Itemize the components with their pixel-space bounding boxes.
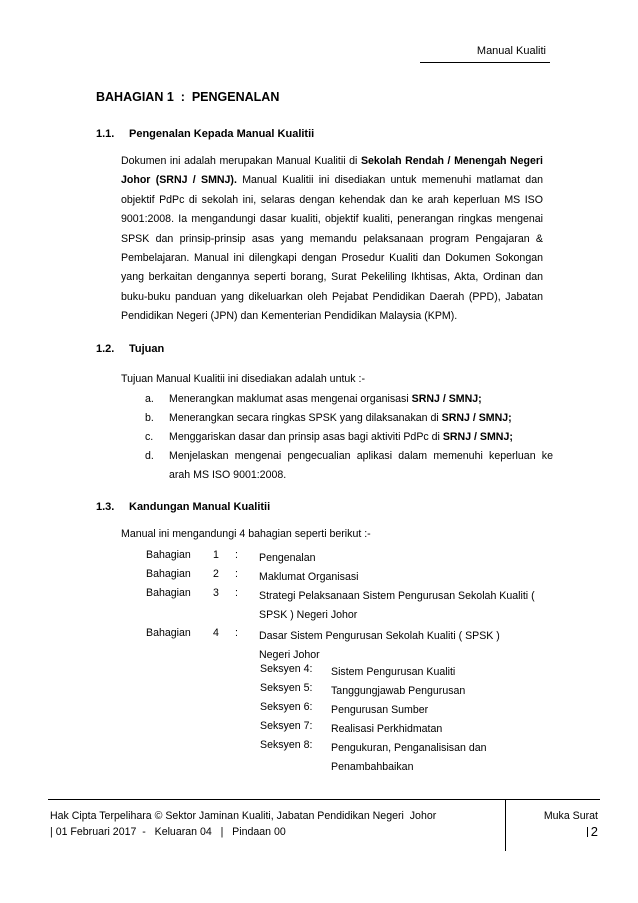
list-item (145, 447, 555, 485)
section-1-1-title (96, 128, 314, 140)
seksyen-label: Seksyen 4: (260, 663, 313, 675)
part-label: Bahagian (146, 627, 191, 639)
section-1-2-label: Tujuan (129, 343, 165, 355)
part-description: Maklumat Organisasi (259, 571, 359, 583)
seksyen-description: Realisasi Perkhidmatan (331, 723, 443, 735)
seksyen-description: Tanggungjawab Pengurusan (331, 685, 466, 697)
part-label: Bahagian (146, 587, 191, 599)
list-letter: d. (145, 450, 154, 462)
footer-line-2: | 01 Februari 2017 - Keluaran 04 | Pindaan 00 (50, 826, 286, 838)
footer-line-1: Hak Cipta Terpelihara © Sektor Jaminan Kualiti, Jabatan Pendidikan Negeri Johor (50, 810, 437, 822)
part-separator: : (235, 568, 238, 580)
footer-copyright (50, 808, 436, 840)
table-row (146, 568, 566, 587)
list-text (169, 390, 553, 409)
seksyen-description: Pengurusan Sumber (331, 704, 429, 716)
seksyen-description: Pengukuran, Penganalisisan dan Penambahbaikan (331, 742, 487, 773)
chapter-heading: BAHAGIAN 1 : PENGENALAN (96, 90, 280, 104)
section-1-1-number: 1.1. (96, 128, 115, 140)
seksyen-label: Seksyen 5: (260, 682, 313, 694)
section-1-3-number: 1.3. (96, 501, 115, 513)
seksyen-row (260, 682, 560, 701)
section-1-3-title (96, 501, 270, 513)
footer-divider (505, 799, 506, 851)
part-label: Bahagian (146, 568, 191, 580)
section-1-2-title (96, 343, 164, 355)
seksyen-description: Sistem Pengurusan Kualiti (331, 666, 456, 678)
part-number: 1 (213, 549, 219, 561)
list-item (145, 390, 555, 409)
list-text-bold: SRNJ / SMNJ; (411, 393, 482, 405)
list-letter: a. (145, 393, 154, 405)
section-1-1-label: Pengenalan Kepada Manual Kualitii (129, 128, 315, 140)
table-row (146, 549, 566, 568)
list-text-plain: Menerangkan secara ringkas SPSK yang dilaksanakan di (169, 412, 442, 424)
list-text (169, 428, 553, 447)
part-description: Dasar Sistem Pengurusan Sekolah Kualiti ( SPSK ) Negeri Johor (259, 630, 500, 661)
part-description: Strategi Pelaksanaan Sistem Pengurusan Sekolah Kualiti ( SPSK ) Negeri Johor (259, 590, 535, 621)
section-1-3-intro: Manual ini mengandungi 4 bahagian seperti berikut :- (121, 528, 371, 540)
seksyen-row (260, 701, 560, 720)
page-bar-divider (587, 827, 588, 837)
page-number-wrap (512, 824, 598, 841)
list-text-bold: SRNJ / SMNJ; (441, 412, 512, 424)
list-text-plain: Menerangkan maklumat asas mengenai organisasi (169, 393, 412, 405)
para-text-bold: Sekolah Rendah / Menengah Negeri Johor (SRNJ / SMNJ). (121, 155, 543, 187)
seksyen-row (260, 663, 560, 682)
page-label: Muka Surat (543, 810, 598, 822)
document-header-title: Manual Kualiti (476, 45, 546, 57)
list-letter: c. (145, 431, 154, 443)
list-text-plain: Menjelaskan mengenai pengecualian aplikasi dalam memenuhi keperluan ke arah MS ISO 9001:2008. (169, 450, 553, 481)
list-letter: b. (145, 412, 154, 424)
list-text-plain: Menggariskan dasar dan prinsip asas bagi aktiviti PdPc di (169, 431, 443, 443)
part-separator: : (235, 627, 238, 639)
section-1-2-intro: Tujuan Manual Kualitii ini disediakan adalah untuk :- (121, 373, 366, 385)
table-row (146, 587, 566, 625)
part-number: 4 (213, 627, 219, 639)
list-text (169, 447, 553, 485)
section-1-1-paragraph (121, 152, 543, 327)
part-label: Bahagian (146, 549, 191, 561)
footer-page-info (512, 808, 598, 841)
seksyen-label: Seksyen 8: (260, 739, 313, 751)
section-1-3-label: Kandungan Manual Kualitii (129, 501, 271, 513)
part-number: 2 (213, 568, 219, 580)
list-text-bold: SRNJ / SMNJ; (442, 431, 513, 443)
para-text-b: Manual Kualitii ini disediakan untuk memenuhi matlamat dan objektif PdPc di sekolah ini, selaras dengan kehendak dan ke arah keperluan MS ISO 9001:2008. Ia mengandungi dasar kualiti, objektif kualiti, penerangan ringkas mengenai SPSK dan prinsip-prinsip asas yang memandu pelaksanaan program Pengajaran & Pembelajaran. Manual ini dilengkapi dengan Prosedur Kualiti dan Dokumen Sokongan yang berkaitan dengannya seperti borang, Surat Pekeliling Ikhtisas, Akta, Ordinan dan buku-buku panduan yang dikeluarkan oleh Pejabat Pendidikan Daerah (PPD), Jabatan Pendidikan Negeri (JPN) dan Kementerian Pendidikan Malaysia (KPM). (121, 174, 543, 323)
seksyen-row (260, 720, 560, 739)
part-number: 3 (213, 587, 219, 599)
part-description: Pengenalan (259, 552, 316, 564)
list-item (145, 409, 555, 428)
seksyen-row (260, 739, 560, 777)
list-text (169, 409, 553, 428)
para-text-a: Dokumen ini adalah merupakan Manual Kualitii di (121, 155, 361, 167)
table-row (146, 627, 566, 665)
section-1-2-number: 1.2. (96, 343, 115, 355)
part-separator: : (235, 587, 238, 599)
part-separator: : (235, 549, 238, 561)
page-number: 2 (590, 824, 598, 839)
header-rule (420, 62, 550, 63)
list-item (145, 428, 555, 447)
seksyen-label: Seksyen 6: (260, 701, 313, 713)
seksyen-label: Seksyen 7: (260, 720, 313, 732)
